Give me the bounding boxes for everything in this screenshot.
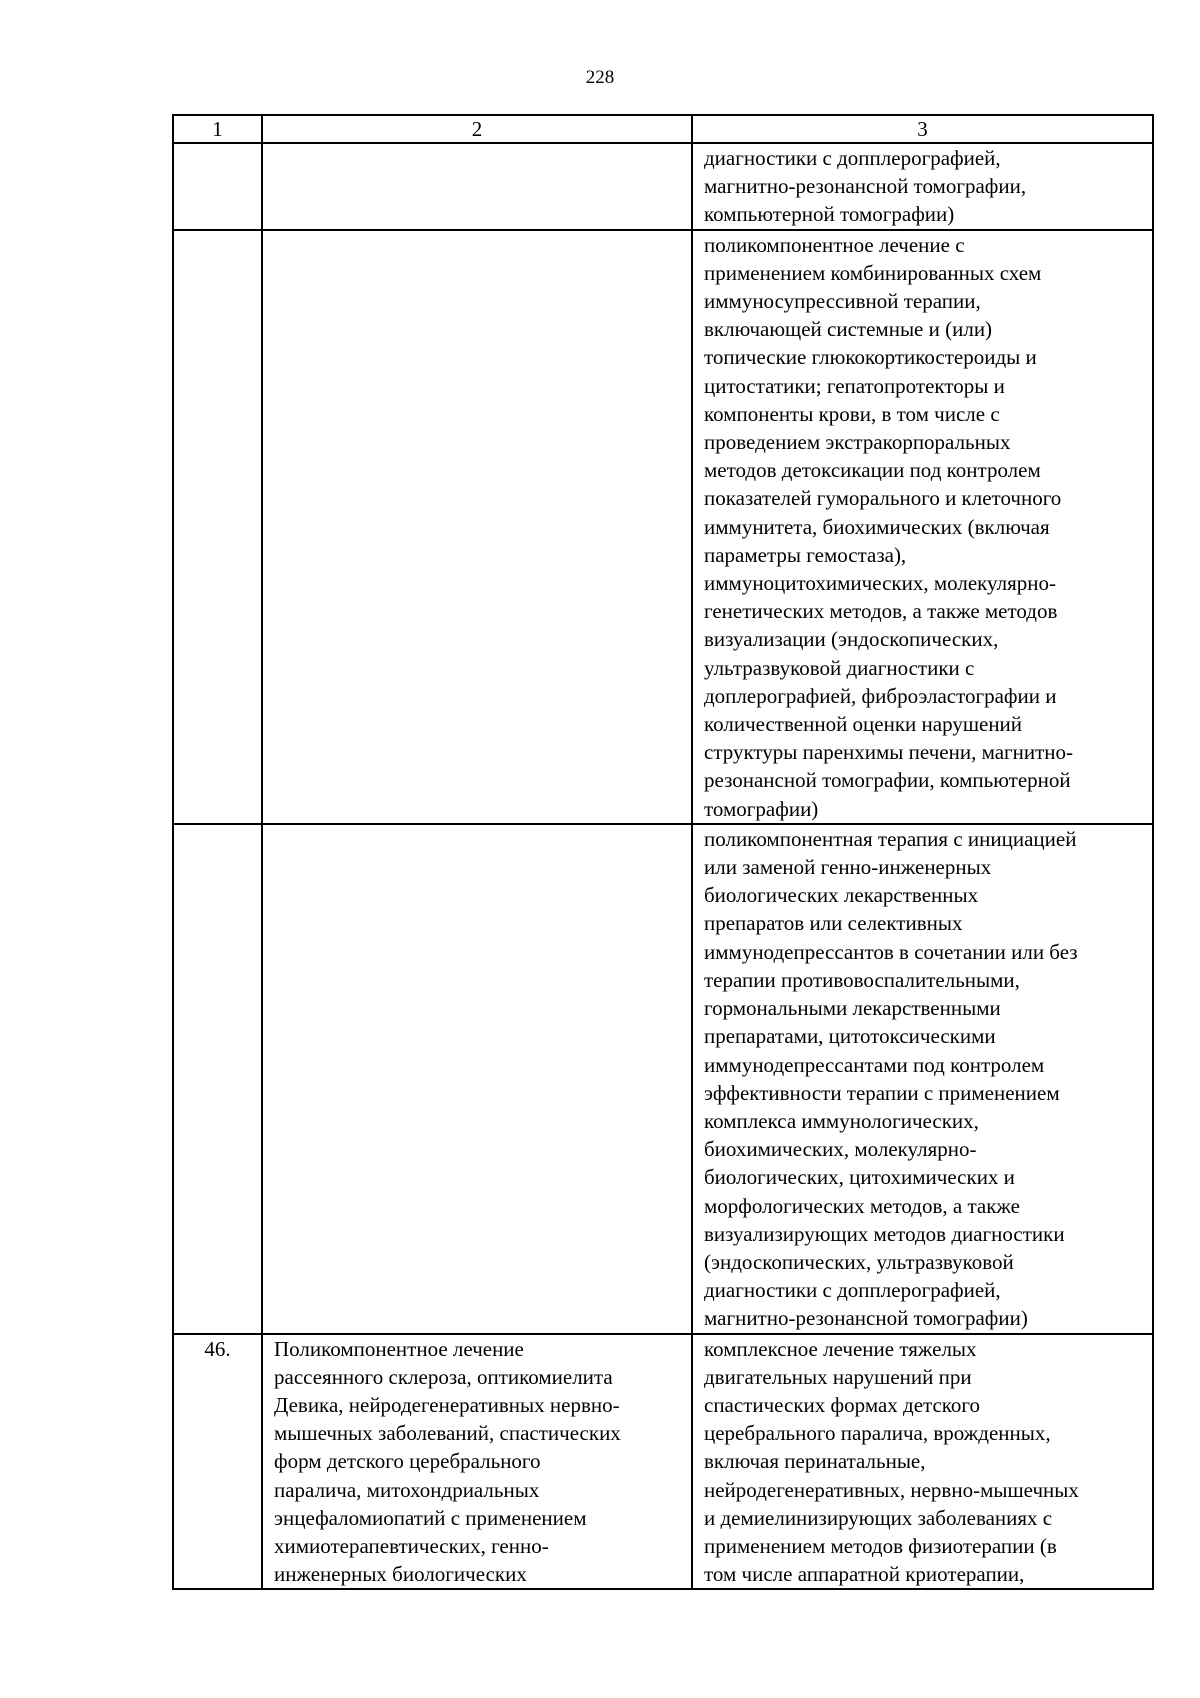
treatment-method-cell: [692, 143, 1153, 230]
cell-text-line: морфологических методов, а также: [704, 1193, 1020, 1218]
cell-text-line: и демиелинизирующих заболеваниях с: [704, 1505, 1053, 1530]
treatment-method-cell: [692, 824, 1153, 1334]
table-row: [173, 824, 1153, 1334]
cell-text-line: доплерографией, фиброэластографии и: [704, 683, 1057, 708]
cell-text-line: компоненты крови, в том числе с: [704, 401, 1000, 426]
cell-text-line: рассеянного склероза, оптикомиелита: [274, 1364, 613, 1389]
cell-text-line: включая перинатальные,: [704, 1449, 926, 1474]
cell-text-line: иммунитета, биохимических (включая: [704, 514, 1050, 539]
cell-text-line: иммуносупрессивной терапии,: [704, 289, 981, 314]
cell-text-line: или заменой генно-инженерных: [704, 855, 992, 880]
cell-text-line: применением комбинированных схем: [704, 260, 1042, 285]
cell-text-line: компьютерной томографии): [704, 202, 955, 227]
cell-text-line: томографии): [704, 796, 819, 821]
row-number-cell: [173, 230, 262, 824]
cell-text-line: биохимических, молекулярно-: [704, 1137, 977, 1162]
cell-text-line: эффективности терапии с применением: [704, 1080, 1060, 1105]
cell-text-line: том числе аппаратной криотерапии,: [704, 1562, 1025, 1587]
cell-text-line: визуализации (эндоскопических,: [704, 627, 999, 652]
cell-text-line: иммуноцитохимических, молекулярно-: [704, 571, 1057, 596]
cell-text-line: спастических формах детского: [704, 1392, 981, 1417]
column-header-method: 3: [692, 115, 1153, 143]
cell-text-line: диагностики с допплерографией,: [704, 1278, 1001, 1303]
cell-text-line: терапии противовоспалительными,: [704, 967, 1020, 992]
cell-text-line: резонансной томографии, компьютерной: [704, 768, 1071, 793]
cell-text-line: диагностики с допплерографией,: [704, 146, 1001, 170]
cell-text-line: методов детоксикации под контролем: [704, 458, 1041, 483]
cell-text-line: биологических лекарственных: [704, 883, 979, 908]
cell-text-line: цитостатики; гепатопротекторы и: [704, 373, 1005, 398]
cell-text-line: паралича, митохондриальных: [274, 1477, 540, 1502]
cell-text-line: применением методов физиотерапии (в: [704, 1533, 1057, 1558]
cell-text-line: ультразвуковой диагностики с: [704, 655, 975, 680]
cell-text-line: биологических, цитохимических и: [704, 1165, 1015, 1190]
cell-text-line: форм детского церебрального: [274, 1449, 541, 1474]
cell-text-line: мышечных заболеваний, спастических: [274, 1421, 621, 1446]
cell-text-line: магнитно-резонансной томографии,: [704, 174, 1027, 199]
row-number-cell: [173, 143, 262, 230]
cell-text-line: церебрального паралича, врожденных,: [704, 1421, 1051, 1446]
procedure-name-cell: [262, 143, 692, 230]
table-row: [173, 1334, 1153, 1590]
cell-text-line: поликомпонентное лечение с: [704, 232, 965, 257]
cell-text-line: количественной оценки нарушений: [704, 712, 1023, 737]
cell-text-line: инженерных биологических: [274, 1562, 527, 1587]
table-row: [173, 143, 1153, 230]
cell-text-line: (эндоскопических, ультразвуковой: [704, 1249, 1014, 1274]
cell-text-line: двигательных нарушений при: [704, 1364, 972, 1389]
cell-text-line: препаратов или селективных: [704, 911, 963, 936]
medical-procedures-table: [172, 114, 1154, 1590]
cell-text-line: топические глюкокортикостероиды и: [704, 345, 1037, 370]
page-number: 228: [585, 67, 615, 88]
cell-text-line: препаратами, цитотоксическими: [704, 1024, 996, 1049]
procedure-name-cell: [262, 230, 692, 824]
procedure-name-cell: [262, 824, 692, 1334]
cell-text-line: химиотерапевтических, генно-: [274, 1533, 549, 1558]
row-number-cell: [173, 824, 262, 1334]
cell-text-line: магнитно-резонансной томографии): [704, 1306, 1028, 1331]
column-header-number: 1: [173, 115, 262, 143]
cell-text-line: комплексное лечение тяжелых: [704, 1336, 977, 1361]
cell-text-line: поликомпонентная терапия с инициацией: [704, 826, 1077, 851]
cell-text-line: показателей гуморального и клеточного: [704, 486, 1062, 511]
treatment-method-cell: [692, 230, 1153, 824]
cell-text-line: комплекса иммунологических,: [704, 1108, 979, 1133]
cell-text-line: Поликомпонентное лечение: [274, 1336, 524, 1361]
procedure-name-cell: [262, 1334, 692, 1590]
cell-text-line: структуры паренхимы печени, магнитно-: [704, 740, 1074, 765]
cell-text-line: энцефаломиопатий с применением: [274, 1505, 587, 1530]
cell-text-line: генетических методов, а также методов: [704, 599, 1058, 624]
cell-text-line: иммунодепрессантов в сочетании или без: [704, 939, 1078, 964]
cell-text-line: параметры гемостаза),: [704, 542, 907, 567]
cell-text-line: включающей системные и (или): [704, 317, 993, 342]
cell-text-line: иммунодепрессантами под контролем: [704, 1052, 1045, 1077]
cell-text-line: нейродегенеративных, нервно-мышечных: [704, 1477, 1079, 1502]
cell-text-line: проведением экстракорпоральных: [704, 430, 1011, 455]
cell-text-line: Девика, нейродегенеративных нервно-: [274, 1392, 620, 1417]
table-header-row: [173, 115, 1153, 143]
treatment-method-cell: [692, 1334, 1153, 1590]
row-number-cell: 46.: [173, 1334, 262, 1590]
table-row: [173, 230, 1153, 824]
cell-text-line: визуализирующих методов диагностики: [704, 1221, 1065, 1246]
column-header-name: 2: [262, 115, 692, 143]
cell-text-line: гормональными лекарственными: [704, 996, 1001, 1021]
